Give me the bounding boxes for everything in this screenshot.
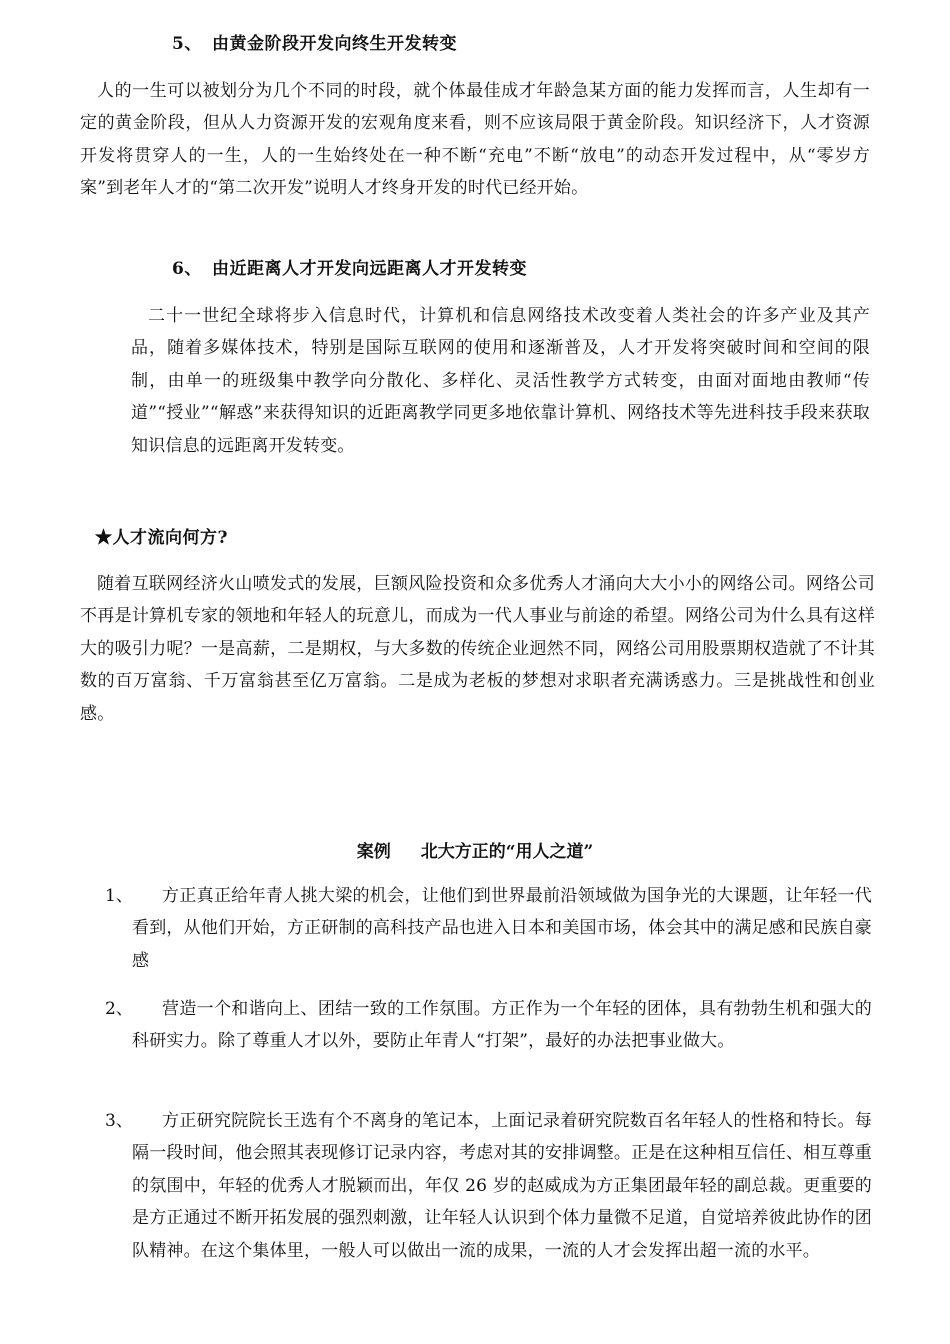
section-6-heading bbox=[172, 257, 527, 281]
case-list-item-2 bbox=[105, 993, 875, 1093]
case-list-item-1 bbox=[105, 880, 875, 980]
section-5-heading bbox=[172, 32, 457, 56]
case-title-text: 北大方正的“用人之道” bbox=[420, 842, 594, 862]
section-6-number: 6、 bbox=[172, 259, 202, 279]
case-item-text: 方正真正给年青人挑大梁的机会，让他们到世界最前沿领域做为国争光的大课题，让年轻一代看到，从他们开始，方正研制的高科技产品也进入日本和美国市场，体会其中的满足感和民族自豪感 bbox=[132, 886, 872, 971]
case-item-text: 营造一个和谐向上、团结一致的工作氛围。方正作为一个年轻的团体，具有勃勃生机和强大的科研实力。除了尊重人才以外，要防止年青人“打架”，最好的办法把事业做大。 bbox=[132, 999, 872, 1052]
case-item-number: 1、 bbox=[105, 886, 133, 906]
talent-flow-body: 随着互联网经济火山喷发式的发展，巨额风险投资和众多优秀人才涌向大大小小的网络公司。网络公司不再是计算机专家的领地和年轻人的玩意儿，而成为一代人事业与前途的希望。网络公司为什么具有这样大的吸引力呢？一是高薪，二是期权，与大多数的传统企业迥然不同，网络公司用股票期权造就了不计其数的百万富翁、千万富翁甚至亿万富翁。二是成为老板的梦想对求职者充满诱惑力。三是挑战性和创业感。 bbox=[80, 574, 875, 724]
section-5-body: 人的一生可以被划分为几个不同的时段，就个体最佳成才年龄急某方面的能力发挥而言，人生却有一定的黄金阶段，但从人力资源开发的宏观角度来看，则不应该局限于黄金阶段。知识经济下，人才资源开发将贯穿人的一生，人的一生始终处在一种不断“充电”不断“放电”的动态开发过程中，从“零岁方案”到老年人才的“第二次开发”说明人才终身开发的时代已经开始。 bbox=[80, 81, 870, 199]
case-list-item-3 bbox=[105, 1105, 875, 1305]
case-item-number: 2、 bbox=[105, 999, 133, 1019]
section-5-title: 由黄金阶段开发向终生开发转变 bbox=[212, 34, 457, 54]
section-6-body: 二十一世纪全球将步入信息时代，计算机和信息网络技术改变着人类社会的许多产业及其产品，随着多媒体技术，特别是国际互联网的使用和逐渐普及，人才开发将突破时间和空间的限制，由单一的班级集中教学向分散化、多样化、灵活性教学方式转变，由面对面地由教师“传道”“授业”“解惑”来获得知识的近距离教学同更多地依靠计算机、网络技术等先进科技手段来获取知识信息的远距离开发转变。 bbox=[131, 306, 870, 456]
talent-flow-heading: ★人才流向何方? bbox=[95, 528, 228, 548]
section-6-title: 由近距离人才开发向远距离人才开发转变 bbox=[212, 259, 527, 279]
case-title bbox=[0, 840, 950, 864]
case-label: 案例 bbox=[356, 842, 391, 862]
section-5-number: 5、 bbox=[172, 34, 202, 54]
case-item-number: 3、 bbox=[105, 1111, 133, 1131]
case-item-text: 方正研究院院长王选有个不离身的笔记本，上面记录着研究院数百名年轻人的性格和特长。每隔一段时间，他会照其表现修订记录内容，考虑对其的安排调整。正是在这种相互信任、相互尊重的氛围中，年轻的优秀人才脱颖而出，年仅 26 岁的赵威成为方正集团最年轻的副总裁。更重要的是方正通过不断开拓发展的强烈刺激，让年轻人认识到个体力量微不足道，自觉培养彼此协作的团队精神。在这个集体里，一般人可以做出一流的成果，一流的人才会发挥出超一流的水平。 bbox=[132, 1111, 872, 1261]
